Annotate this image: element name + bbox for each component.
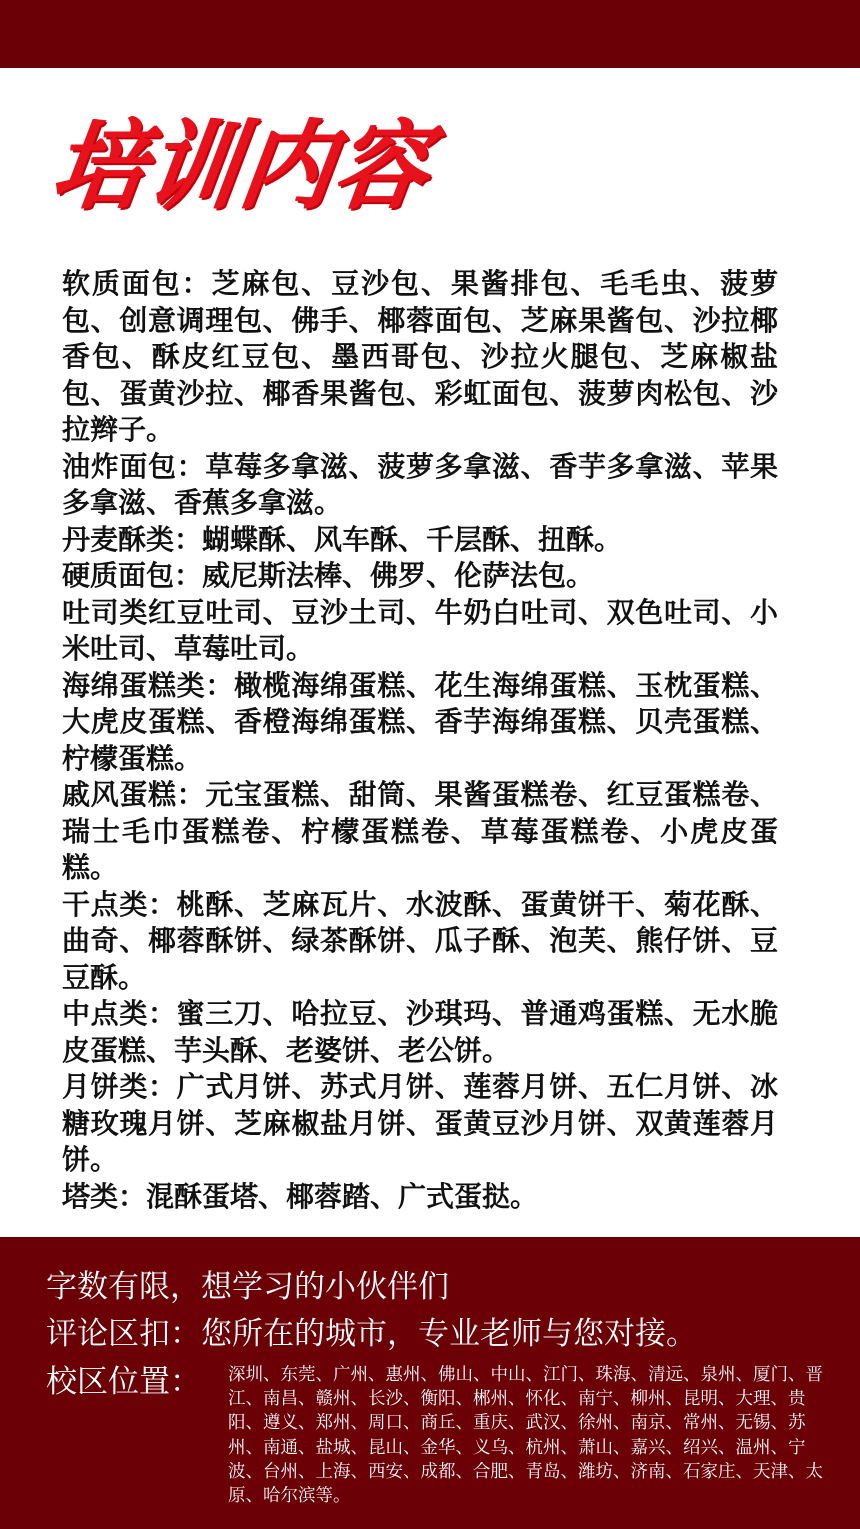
footer-line-limited: 字数有限，想学习的小伙伴们	[46, 1269, 449, 1305]
footer-line-comment: 评论区扣：您所在的城市，专业老师与您对接。	[46, 1316, 697, 1352]
campus-city-list: 深圳、东莞、广州、惠州、佛山、中山、江门、珠海、清远、泉州、厦门、晋江、南昌、赣州、长沙、衡阳、郴州、怀化、南宁、柳州、昆明、大理、贵阳、遵义、郑州、周口、商丘、重庆、武汉、徐州、南京、常州、无锡、苏州、南通、盐城、昆山、金华、义乌、杭州、萧山、嘉兴、绍兴、温州、宁波、台州、上海、西安、成都、合肥、青岛、潍坊、济南、石家庄、天津、太原、哈尔滨等。	[228, 1365, 823, 1507]
course-item: 软质面包：芝麻包、豆沙包、果酱排包、毛毛虫、菠萝包、创意调理包、佛手、椰蓉面包、芝麻果酱包、沙拉椰香包、酥皮红豆包、墨西哥包、沙拉火腿包、芝麻椒盐包、蛋黄沙拉、椰香果酱包、彩虹面包、菠萝肉松包、沙拉辫子。	[62, 267, 778, 446]
page-title: 培训内容	[45, 110, 438, 223]
course-item: 塔类：混酥蛋塔、椰蓉踏、广式蛋挞。	[62, 1179, 539, 1213]
course-list	[62, 266, 778, 1215]
course-item: 戚风蛋糕：元宝蛋糕、甜筒、果酱蛋糕卷、红豆蛋糕卷、瑞士毛巾蛋糕卷、柠檬蛋糕卷、草莓蛋糕卷、小虎皮蛋糕。	[62, 778, 778, 884]
course-item: 硬质面包：威尼斯法棒、佛罗、伦萨法包。	[62, 559, 595, 592]
course-item: 海绵蛋糕类：橄榄海绵蛋糕、花生海绵蛋糕、玉枕蛋糕、大虎皮蛋糕、香橙海绵蛋糕、香芋海绵蛋糕、贝壳蛋糕、柠檬蛋糕。	[62, 668, 778, 775]
campus-label: 校区位置：	[46, 1364, 201, 1400]
course-item: 吐司类红豆吐司、豆沙土司、牛奶白吐司、双色吐司、小米吐司、草莓吐司。	[62, 595, 778, 665]
top-banner	[0, 0, 860, 68]
course-item: 月饼类：广式月饼、苏式月饼、莲蓉月饼、五仁月饼、冰糖玫瑰月饼、芝麻椒盐月饼、蛋黄豆沙月饼、双黄莲蓉月饼。	[62, 1070, 778, 1176]
course-item: 丹麦酥类：蝴蝶酥、风车酥、千层酥、扭酥。	[62, 522, 623, 556]
course-item: 油炸面包：草莓多拿滋、菠萝多拿滋、香芋多拿滋、苹果多拿滋、香蕉多拿滋。	[62, 449, 778, 519]
course-item: 干点类：桃酥、芝麻瓦片、水波酥、蛋黄饼干、菊花酥、曲奇、椰蓉酥饼、绿茶酥饼、瓜子酥、泡芙、熊仔饼、豆豆酥。	[62, 887, 778, 994]
course-item: 中点类：蜜三刀、哈拉豆、沙琪玛、普通鸡蛋糕、无水脆皮蛋糕、芋头酥、老婆饼、老公饼。	[62, 997, 778, 1067]
